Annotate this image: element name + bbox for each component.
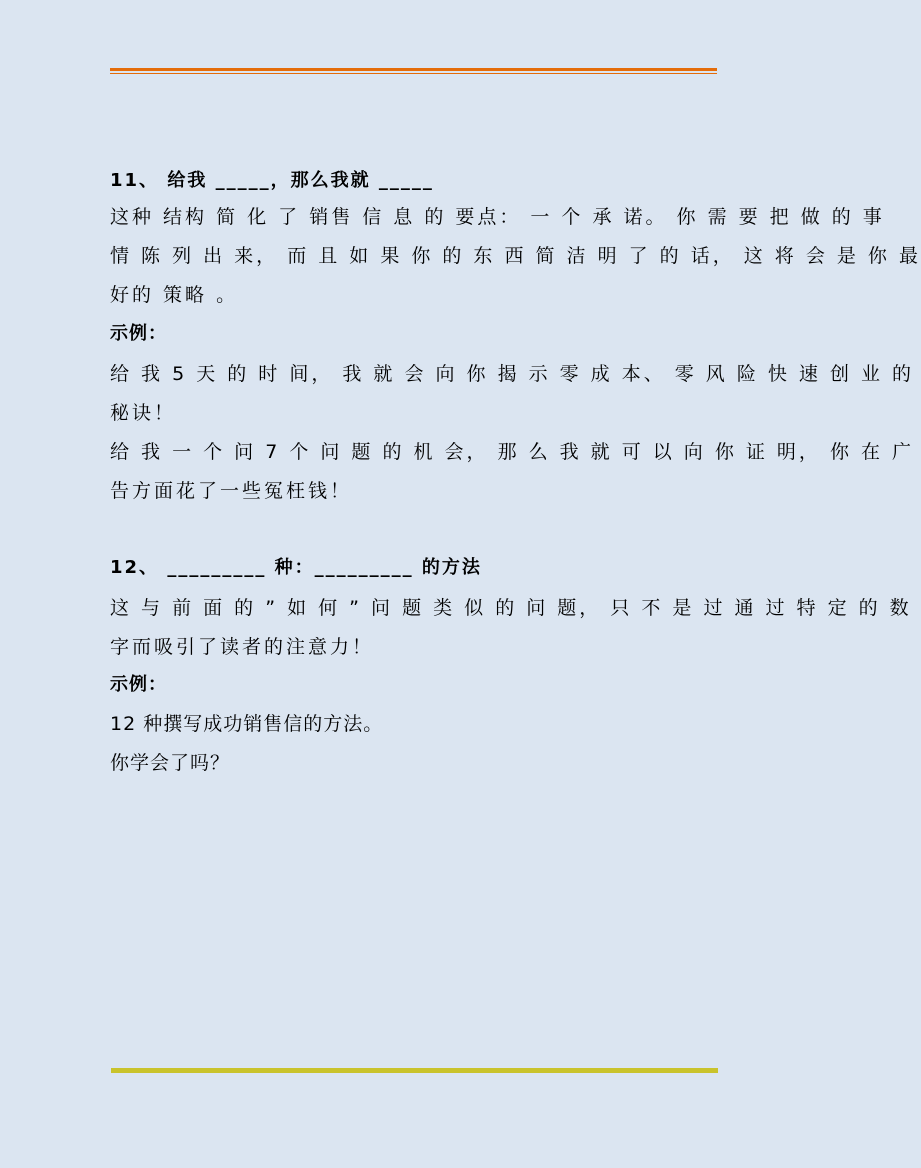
header-rule-thin — [110, 73, 717, 74]
text-line: 这种 结构 简 化 了 销售 信 息 的 要点： 一 个 承 诺。 你 需 要 把 做 的 事 — [110, 206, 885, 228]
text-line: 好的 策略 。 — [110, 284, 239, 306]
section-12-heading: 12、 _________ 种：_________ 的方法 — [110, 557, 482, 578]
section-11-example-1 — [110, 355, 914, 433]
text-line: 告方面花了一些冤枉钱！ — [110, 480, 353, 502]
section-11-example-2 — [110, 433, 914, 511]
section-11-description — [110, 198, 921, 315]
footer-rule — [111, 1068, 718, 1073]
text-line: 秘诀！ — [110, 402, 177, 424]
text-line: 12 种撰写成功销售信的方法。 — [110, 713, 384, 735]
text-line: 这 与 前 面 的 ” 如 何 ” 问 题 类 似 的 问 题， 只 不 是 过 通 过 特 定 的 数 — [110, 597, 912, 619]
section-12-examples — [110, 705, 383, 783]
section-12-example-label: 示例： — [110, 674, 167, 695]
section-11-example-label: 示例： — [110, 323, 167, 344]
text-line: 给 我 一 个 问 7 个 问 题 的 机 会， 那 么 我 就 可 以 向 你 证 明， 你 在 广 — [110, 441, 915, 463]
text-line: 情 陈 列 出 来， 而 且 如 果 你 的 东 西 简 洁 明 了 的 话， 这 将 会 是 你 最 — [110, 245, 921, 267]
header-rule — [110, 68, 717, 71]
text-line: 给 我 5 天 的 时 间， 我 就 会 向 你 揭 示 零 成 本、 零 风 险 快 速 创 业 的 — [110, 363, 915, 385]
text-line: 你学会了吗？ — [110, 752, 231, 774]
section-11-heading: 11、 给我 _____，那么我就 _____ — [110, 170, 434, 191]
section-12-description — [110, 589, 912, 667]
text-line: 字而吸引了读者的注意力！ — [110, 636, 375, 658]
